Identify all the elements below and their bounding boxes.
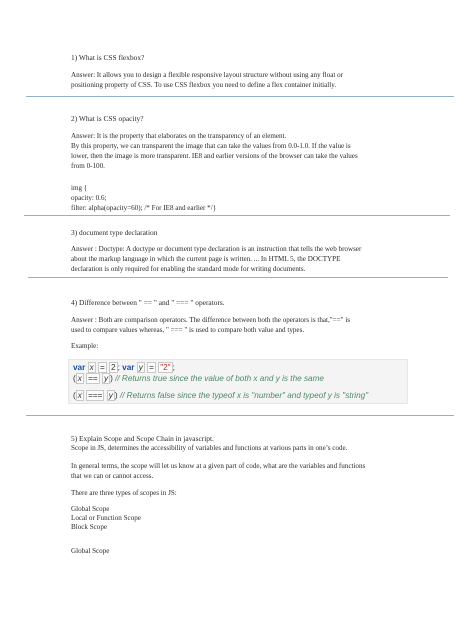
list-item: Local or Function Scope bbox=[71, 514, 141, 522]
punctuation: ) bbox=[110, 374, 113, 383]
answer-text: that we can or cannot access. bbox=[71, 472, 154, 480]
code-line-3 bbox=[73, 391, 368, 400]
section-separator bbox=[26, 96, 454, 97]
variable: x bbox=[89, 363, 94, 372]
punctuation: ; bbox=[172, 363, 175, 372]
question-3: 3) document type declaration bbox=[71, 228, 158, 237]
code-line-1 bbox=[73, 363, 175, 372]
list-item: Global Scope bbox=[71, 505, 110, 513]
code-line: img { bbox=[71, 184, 88, 192]
number-literal: 2 bbox=[111, 363, 116, 372]
code-example-block bbox=[68, 359, 408, 404]
section-separator bbox=[26, 415, 454, 416]
answer-text: lower, then the image is more transparent. IE8 and earlier versions of the browser can take the values bbox=[71, 152, 358, 160]
punctuation: ) bbox=[114, 391, 118, 400]
variable: y bbox=[138, 363, 143, 372]
answer-text: Answer : Doctype: A doctype or document type declaration is an instruction that tells the web browser bbox=[71, 245, 362, 253]
answer-text: from 0-100. bbox=[71, 162, 105, 170]
operator: == bbox=[88, 374, 98, 383]
section-separator bbox=[28, 277, 448, 278]
section-separator bbox=[24, 215, 450, 216]
keyword: var bbox=[122, 363, 135, 372]
answer-text: positioning property of CSS. To use CSS flexbox you need to define a flex container initially. bbox=[71, 81, 337, 89]
answer-text: Scope in JS, determines the accessibility of variables and functions at various parts in one’s code. bbox=[71, 444, 348, 452]
question-5: 5) Explain Scope and Scope Chain in javascript. bbox=[71, 434, 214, 443]
variable: x bbox=[77, 391, 82, 400]
variable: x bbox=[77, 374, 82, 383]
punctuation: ; bbox=[117, 363, 120, 372]
code-comment: // Returns false since the typeof x is "number" and typeof y is "string" bbox=[119, 391, 369, 400]
list-item: Block Scope bbox=[71, 523, 108, 531]
string-literal: "2" bbox=[160, 363, 171, 372]
punctuation: ( bbox=[73, 374, 76, 383]
answer-text: Answer : Both are comparison operators. The difference between both the operators is that,"==" is bbox=[71, 316, 351, 324]
question-1: 1) What is CSS flexbox? bbox=[71, 53, 145, 62]
question-4: 4) Difference between " == " and " === " operators. bbox=[71, 298, 225, 307]
answer-text: In general terms, the scope will let us know at a given part of code, what are the variables and functions bbox=[71, 462, 366, 470]
answer-text: used to compare values whereas, " === " is used to compare both value and types. bbox=[71, 326, 305, 334]
variable: y bbox=[108, 391, 113, 400]
operator: = bbox=[149, 363, 154, 372]
subheading: Global Scope bbox=[71, 547, 110, 555]
keyword: var bbox=[73, 363, 86, 372]
answer-text: Answer: It allows you to design a flexible responsive layout structure without using any float or bbox=[71, 71, 344, 79]
answer-text: By this property, we can transparent the image that can take the values from 0.0-1.0. If the value is bbox=[71, 142, 351, 150]
question-2: 2) What is CSS opacity? bbox=[71, 114, 144, 123]
code-line: opacity: 0.6; bbox=[71, 194, 107, 202]
code-line: filter: alpha(opacity=60); /* For IE8 and earlier */} bbox=[71, 204, 217, 212]
variable: y bbox=[103, 374, 109, 383]
answer-text: Answer: It is the property that elaborates on the transparency of an element. bbox=[71, 132, 287, 140]
operator: = bbox=[99, 363, 105, 372]
punctuation: ( bbox=[73, 391, 76, 400]
code-comment: // Returns true since the value of both x and y is the same bbox=[115, 374, 324, 383]
answer-text: declaration is only required for enabling the standard mode for writing documents. bbox=[71, 265, 306, 273]
operator: === bbox=[88, 391, 103, 400]
code-line-2 bbox=[73, 374, 324, 383]
example-label: Example: bbox=[71, 342, 99, 350]
answer-text: There are three types of scopes in JS: bbox=[71, 489, 177, 497]
answer-text: about the markup language in which the current page is written. ... In HTML 5, the DOCTYPE bbox=[71, 255, 341, 263]
